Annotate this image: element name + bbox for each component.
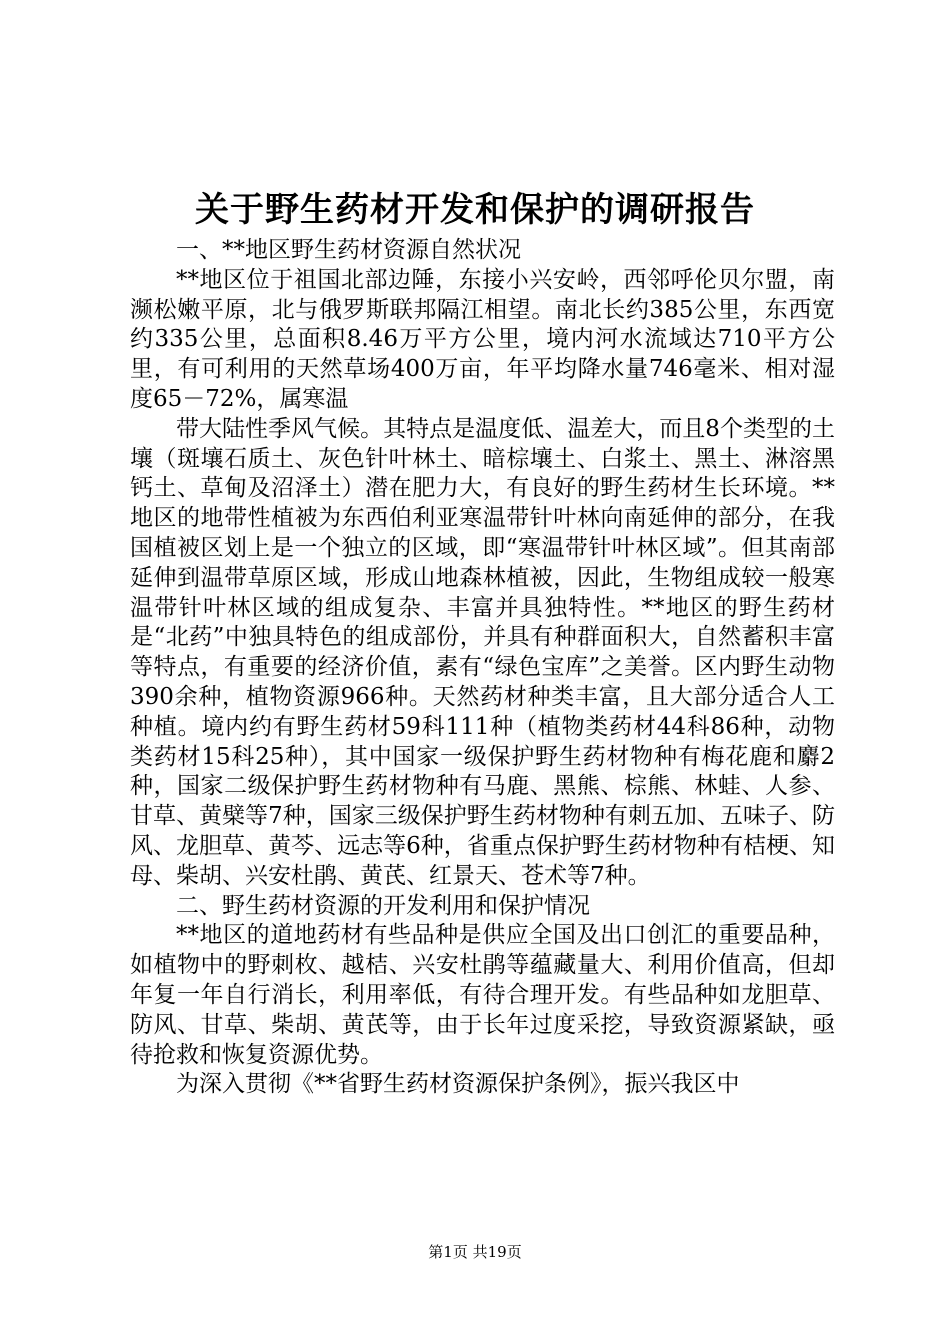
section-heading-2: 二、野生药材资源的开发利用和保护情况 [176, 892, 590, 919]
paragraph-implementation: 为深入贯彻《**省野生药材资源保护条例》，振兴我区中 [176, 1071, 740, 1098]
document-title: 关于野生药材开发和保护的调研报告 [195, 190, 755, 230]
document-body [130, 236, 835, 1100]
paragraph-utilization: **地区的道地药材有些品种是供应全国及出口创汇的重要品种，如植物中的野刺枚、越桔、兴安杜鹃等蕴藏量大、利用价值高，但却年复一年自行消长，利用率低，有待合理开发。有些品种如龙胆草、防风、甘草、柴胡、黄芪等，由于长年过度采挖，导致资源紧缺，亟待抢救和恢复资源优势。 [130, 922, 835, 1068]
section-heading-1: 一、**地区野生药材资源自然状况 [176, 237, 521, 263]
paragraph-location: **地区位于祖国北部边陲，东接小兴安岭，西邻呼伦贝尔盟，南濒松嫩平原，北与俄罗斯联邦隔江相望。南北长约385公里，东西宽约335公里，总面积8.46万平方公里，境内河水流域达710平方公里，有可利用的天然草场400万亩，年平均降水量746毫米、相对湿度65－72%，属寒温 [130, 266, 835, 412]
paragraph-climate-resources: 带大陆性季风气候。其特点是温度低、温差大，而且8个类型的土壤（斑壤石质土、灰色针叶林土、暗棕壤土、白浆土、黑土、淋溶黑钙土、草甸及沼泽土）潜在肥力大，有良好的野生药材生长环境。**地区的地带性植被为东西伯利亚寒温带针叶林向南延伸的部分，在我国植被区划上是一个独立的区域，即“寒温带针叶林区域”。但其南部延伸到温带草原区域，形成山地森林植被，因此，生物组成较一般寒温带针叶林区域的组成复杂、丰富并具独特性。**地区的野生药材是“北药”中独具特色的组成部份，并具有种群面积大，自然蓄积丰富等特点，有重要的经济价值，素有“绿色宝库”之美誉。区内野生动物390余种，植物资源966种。天然药材种类丰富，且大部分适合人工种植。境内约有野生药材59科111种（植物类药材44科86种，动物类药材15科25种），其中国家一级保护野生药材物种有梅花鹿和麝2种，国家二级保护野生药材物种有马鹿、黑熊、棕熊、林蛙、人参、甘草、黄檗等7种，国家三级保护野生药材物种有刺五加、五味子、防风、龙胆草、黄芩、远志等6种，省重点保护野生药材物种有桔梗、知母、柴胡、兴安杜鹃、黄芪、红景天、苍术等7种。 [130, 415, 835, 889]
page-footer: 第1页 共19页 [428, 1243, 522, 1261]
